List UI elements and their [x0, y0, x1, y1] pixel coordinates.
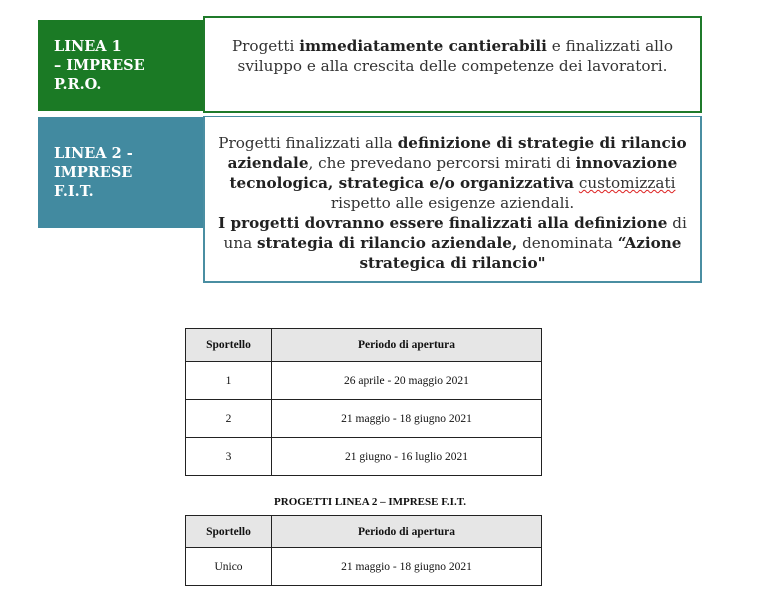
- table-row: [186, 438, 542, 476]
- table-header-row: [186, 329, 542, 362]
- column-header-sportello: Sportello: [186, 516, 272, 548]
- schedule-table-linea-2: [185, 515, 542, 586]
- cell-sportello: 1: [186, 362, 272, 400]
- table-row: [186, 362, 542, 400]
- description-text: denominata: [517, 234, 618, 252]
- cell-periodo: 21 maggio - 18 giugno 2021: [272, 548, 542, 586]
- cell-sportello: 3: [186, 438, 272, 476]
- linea-2-label-line: IMPRESE: [54, 164, 133, 181]
- table-row: [186, 400, 542, 438]
- linea-1-label-line: – IMPRESE: [54, 57, 145, 74]
- description-text: , che prevedano percorsi mirati di: [308, 154, 576, 172]
- cell-periodo: 21 giugno - 16 luglio 2021: [272, 438, 542, 476]
- linea-2-label-line: LINEA 2 -: [54, 145, 133, 162]
- column-header-periodo: Periodo di apertura: [272, 329, 542, 362]
- description-text: di una: [223, 214, 687, 252]
- cell-periodo: 21 maggio - 18 giugno 2021: [272, 400, 542, 438]
- cell-periodo: 26 aprile - 20 maggio 2021: [272, 362, 542, 400]
- description-text: immediatamente cantierabili: [299, 37, 547, 55]
- column-header-periodo: Periodo di apertura: [272, 516, 542, 548]
- linea-2-description: [203, 116, 702, 283]
- table-header-row: [186, 516, 542, 548]
- table-2-caption: PROGETTI LINEA 2 – IMPRESE F.I.T.: [274, 496, 466, 508]
- description-text: strategia di rilancio aziendale,: [256, 234, 518, 252]
- description-text: e finalizzati allo sviluppo e alla crescita delle competenze dei lavoratori.: [237, 37, 674, 75]
- description-text: “Azione strategica di rilancio": [359, 234, 682, 272]
- description-text: innovazione tecnologica, strategica e/o organizzativa: [229, 154, 678, 192]
- linea-1-label-line: LINEA 1: [54, 38, 122, 55]
- table-row: [186, 548, 542, 586]
- linea-2-label: [38, 117, 204, 228]
- linea-1-label-line: P.R.O.: [54, 76, 102, 93]
- linea-2-label-line: F.I.T.: [54, 183, 94, 200]
- description-text: Progetti: [231, 37, 300, 55]
- linea-1-label: [38, 20, 204, 111]
- description-text: I progetti dovranno essere finalizzati alla definizione: [218, 214, 668, 232]
- linea-1-description: [203, 16, 702, 113]
- description-text: rispetto alle esigenze aziendali.: [330, 194, 575, 212]
- spellcheck-flagged-word: customizzati: [578, 174, 676, 192]
- description-text: Progetti finalizzati alla: [218, 134, 398, 152]
- cell-sportello: Unico: [186, 548, 272, 586]
- description-text: definizione di strategie di rilancio aziendale: [227, 134, 687, 172]
- schedule-table-linea-1: [185, 328, 542, 476]
- cell-sportello: 2: [186, 400, 272, 438]
- column-header-sportello: Sportello: [186, 329, 272, 362]
